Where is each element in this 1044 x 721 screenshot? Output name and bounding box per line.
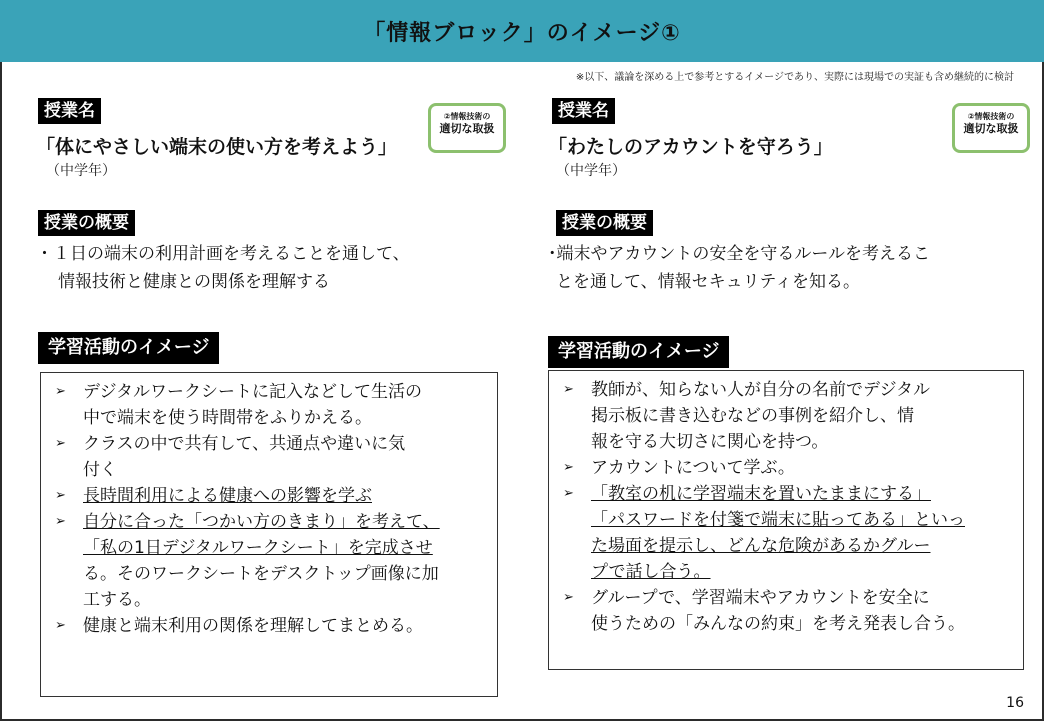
right-grade: （中学年） [556, 163, 626, 179]
arrow-bullet-icon: ➢ [563, 486, 574, 501]
right-activities-label: 学習活動のイメージ [548, 336, 729, 368]
left-overview [36, 240, 410, 296]
list-item: ➢ 「教室の机に学習端末を置いたままにする」 「パスワードを付箋で端末に貼ってある」といっ た場面を提示し、どんな危険があるかグルー プで話し合う。 [549, 481, 1023, 585]
badge-line1: ②情報技術の [967, 112, 1015, 121]
slide-title: 「情報ブロック」のイメージ① [363, 20, 681, 46]
slide-header [0, 0, 1044, 62]
arrow-bullet-icon: ➢ [55, 384, 66, 399]
right-overview [548, 240, 930, 296]
disclaimer-note: ※以下、議論を深める上で参考とするイメージであり、実際には現場での実証も含め継続的に検討 [575, 72, 1014, 83]
right-class-title: 「わたしのアカウントを守ろう」 [548, 136, 833, 158]
arrow-bullet-icon: ➢ [55, 618, 66, 633]
right-category-badge [952, 103, 1030, 153]
badge-line1: ②情報技術の [443, 112, 491, 121]
list-item: ➢ アカウントについて学ぶ。 [549, 455, 1023, 481]
page-number: 16 [1006, 695, 1024, 711]
list-item: ➢ 教師が、知らない人が自分の名前でデジタル 掲示板に書き込むなどの事例を紹介し、情 報を守る大切さに関心を持つ。 [549, 377, 1023, 455]
overview-line: ・１日の端末の利用計画を考えることを通して、 [36, 244, 410, 264]
overview-line: とを通して、情報セキュリティを知る。 [556, 272, 860, 292]
arrow-bullet-icon: ➢ [563, 590, 574, 605]
right-overview-label: 授業の概要 [556, 210, 653, 236]
list-item: ➢ 長時間利用による健康への影響を学ぶ [41, 483, 497, 509]
left-grade: （中学年） [46, 163, 116, 179]
arrow-bullet-icon: ➢ [55, 436, 66, 451]
badge-line2: 適切な取扱 [439, 122, 495, 135]
list-item: ➢ 自分に合った「つかい方のきまり」を考えて、 「私の1日デジタルワークシート」を完成させ る。そのワークシートをデスクトップ画像に加 工する。 [41, 509, 497, 613]
arrow-bullet-icon: ➢ [55, 488, 66, 503]
arrow-bullet-icon: ➢ [55, 514, 66, 529]
overview-line: ･端末やアカウントの安全を守るルールを考えるこ [548, 244, 930, 264]
list-item: ➢ デジタルワークシートに記入などして生活の 中で端末を使う時間帯をふりかえる。 [41, 379, 497, 431]
left-overview-label: 授業の概要 [38, 210, 135, 236]
left-category-badge [428, 103, 506, 153]
arrow-bullet-icon: ➢ [563, 460, 574, 475]
right-class-label: 授業名 [552, 98, 615, 124]
overview-line: 情報技術と健康との関係を理解する [58, 272, 330, 292]
left-activities-label: 学習活動のイメージ [38, 332, 219, 364]
badge-line2: 適切な取扱 [963, 122, 1019, 135]
left-class-title: 「体にやさしい端末の使い方を考えよう」 [36, 136, 398, 158]
right-activities-box [548, 370, 1024, 670]
left-activities-box [40, 372, 498, 697]
list-item: ➢ クラスの中で共有して、共通点や違いに気 付く [41, 431, 497, 483]
list-item: ➢ 健康と端末利用の関係を理解してまとめる。 [41, 613, 497, 639]
left-class-label: 授業名 [38, 98, 101, 124]
list-item: ➢ グループで、学習端末やアカウントを安全に 使うための「みんなの約束」を考え発表し合う。 [549, 585, 1023, 637]
arrow-bullet-icon: ➢ [563, 382, 574, 397]
